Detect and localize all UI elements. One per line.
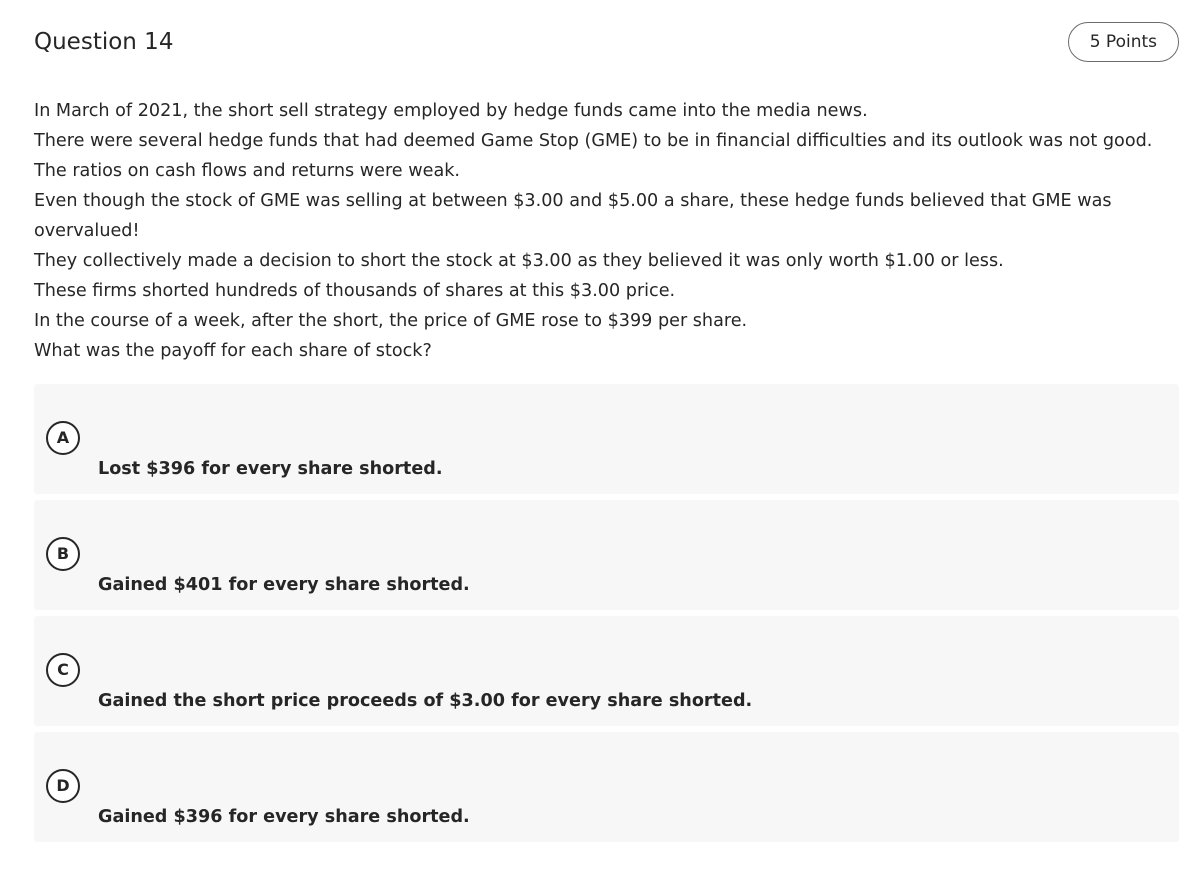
question-line: They collectively made a decision to short the stock at $3.00 as they believed it was only worth $1.00 or less.: [34, 251, 1004, 271]
option-c[interactable]: [34, 616, 1179, 726]
option-text-d[interactable]: Gained $396 for every share shorted.: [98, 807, 470, 827]
question-line: In the course of a week, after the short, the price of GME rose to $399 per share.: [34, 311, 748, 331]
option-a[interactable]: [34, 384, 1179, 494]
option-text-b[interactable]: Gained $401 for every share shorted.: [98, 575, 470, 595]
option-letter-c[interactable]: C: [46, 653, 80, 687]
option-d[interactable]: [34, 732, 1179, 842]
question-title: Question 14: [34, 29, 174, 55]
question-line: The ratios on cash flows and returns were weak.: [34, 161, 461, 181]
question-line: These firms shorted hundreds of thousands of shares at this $3.00 price.: [34, 281, 676, 301]
option-b[interactable]: [34, 500, 1179, 610]
question-line: Even though the stock of GME was selling at between $3.00 and $5.00 a share, these hedge funds believed that GME was overvalued!: [34, 191, 1112, 241]
option-letter-a[interactable]: A: [46, 421, 80, 455]
answer-options: [34, 384, 1179, 848]
question-header: [34, 22, 1179, 62]
option-text-a[interactable]: Lost $396 for every share shorted.: [98, 459, 443, 479]
option-text-c[interactable]: Gained the short price proceeds of $3.00 for every share shorted.: [98, 691, 753, 711]
question-line: What was the payoff for each share of stock?: [34, 341, 432, 361]
option-letter-b[interactable]: B: [46, 537, 80, 571]
question-line: There were several hedge funds that had deemed Game Stop (GME) to be in financial difficulties and its outlook was not good.: [34, 131, 1153, 151]
points-badge: 5 Points: [1068, 22, 1179, 62]
question-line: In March of 2021, the short sell strategy employed by hedge funds came into the media news.: [34, 101, 868, 121]
question-text: [34, 96, 1174, 366]
option-letter-d[interactable]: D: [46, 769, 80, 803]
